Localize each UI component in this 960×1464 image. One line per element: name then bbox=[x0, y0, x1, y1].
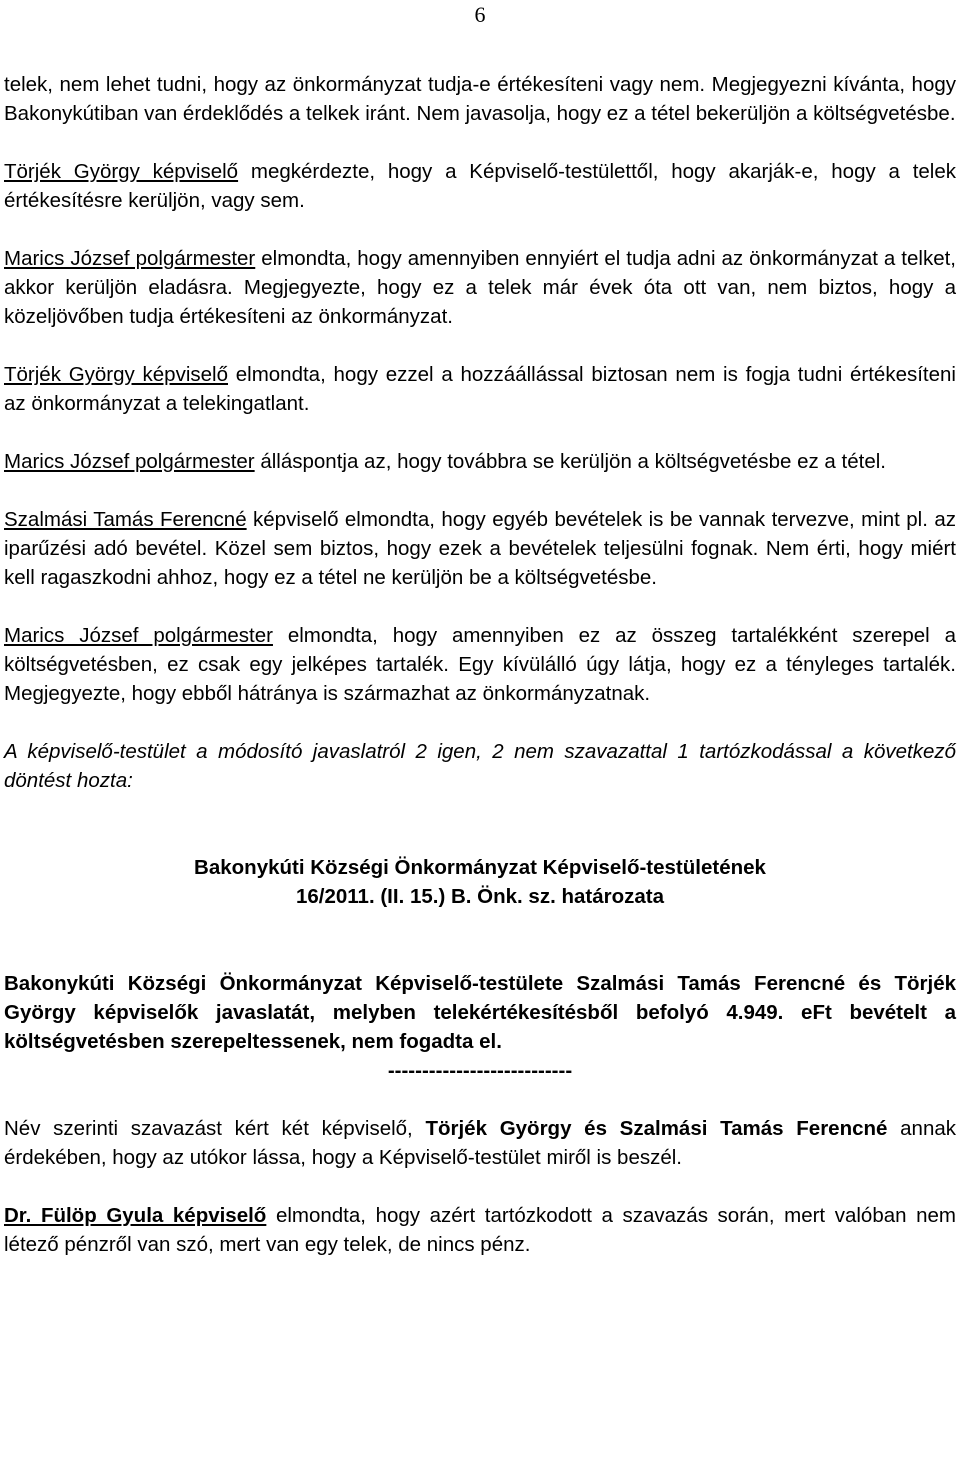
speaker-name: Marics József polgármester bbox=[4, 624, 273, 647]
paragraph-5 bbox=[4, 447, 956, 476]
separator-line: --------------------------- bbox=[387, 1059, 573, 1082]
paragraph-text: elmondta, hogy ezzel a hozzáállással biztosan nem is fogja tudni értékesíteni az önkormányzat a telekingatlant. bbox=[4, 363, 956, 415]
vote-statement: A képviselő-testület a módosító javaslatról 2 igen, 2 nem szavazattal 1 tartózkodással a következő döntést hozta: bbox=[4, 740, 956, 792]
paragraph-text: elmondta, hogy amennyiben ennyiért el tudja adni az önkormányzat a telket, akkor kerüljön eladásra. Megjegyezte, hogy ez a telek már évek óta ott van, nem biztos, hogy a közeljövőben tudja értékesíteni az önkormányzat. bbox=[4, 247, 957, 328]
document-body bbox=[4, 70, 956, 1259]
paragraph-6 bbox=[4, 505, 956, 592]
page-number: 6 bbox=[474, 2, 486, 27]
speaker-name: Törjék György képviselő bbox=[4, 363, 228, 386]
paragraph-4 bbox=[4, 360, 956, 418]
paragraph-text: Név szerinti szavazást kért két képviselő, bbox=[4, 1117, 426, 1140]
resolution-heading bbox=[4, 853, 956, 911]
paragraph-3 bbox=[4, 244, 956, 331]
speaker-name: Törjék György képviselő bbox=[4, 160, 239, 183]
paragraph-7 bbox=[4, 621, 956, 708]
speaker-name: Szalmási Tamás Ferencné bbox=[4, 508, 247, 531]
paragraph-9 bbox=[4, 1201, 956, 1259]
named-representatives: Törjék György és Szalmási Tamás Ferencné bbox=[425, 1117, 888, 1140]
paragraph-2 bbox=[4, 157, 956, 215]
resolution-heading-line2: 16/2011. (II. 15.) B. Önk. sz. határozata bbox=[295, 885, 665, 908]
resolution-heading-line1: Bakonykúti Községi Önkormányzat Képviselő-testületének bbox=[194, 856, 766, 879]
paragraph-text: képviselő elmondta, hogy egyéb bevételek is be vannak tervezve, mint pl. az iparűzési adó bevétel. Közel sem biztos, hogy ezek a bevételek teljesülni fognak. Nem érti, hogy miért kell ragaszkodni ahhoz, hogy ez a tétel ne kerüljön be a költségvetésbe. bbox=[4, 508, 956, 589]
paragraph-text: telek, nem lehet tudni, hogy az önkormányzat tudja-e értékesíteni vagy nem. Megjegyezni kívánta, hogy Bakonykútiban van érdeklődés a telkek iránt. Nem javasolja, hogy ez a tétel bekerüljön a költségvetésbe. bbox=[4, 73, 956, 125]
speaker-name: Marics József polgármester bbox=[4, 247, 256, 270]
paragraph-text: annak érdekében, hogy az utókor lássa, hogy a Képviselő-testület miről is beszél. bbox=[4, 1117, 956, 1169]
paragraph-text: elmondta, hogy amennyiben ez az összeg tartalékként szerepel a költségvetésben, ez csak egy jelképes tartalék. Egy kívülálló úgy látja, hogy ez a tényleges tartalék. Megjegyezte, hogy ebből hátránya is származhat az önkormányzatnak. bbox=[4, 624, 956, 705]
resolution-body: Bakonykúti Községi Önkormányzat Képviselő-testülete Szalmási Tamás Ferencné és Törjék György képviselők javaslatát, melyben telekértékesítésből befolyó 4.949. eFt bevételt a költségvetésben szerepeltessenek, nem fogadta el. bbox=[4, 972, 956, 1053]
paragraph-text: elmondta, hogy azért tartózkodott a szavazás során, mert valóban nem létező pénzről van szó, mert van egy telek, de nincs pénz. bbox=[4, 1204, 957, 1256]
paragraph-text: álláspontja az, hogy továbbra se kerüljön a költségvetésbe ez a tétel. bbox=[254, 450, 886, 473]
paragraph-text: megkérdezte, hogy a Képviselő-testülettől, hogy akarják-e, hogy a telek értékesítésre kerüljön, vagy sem. bbox=[4, 160, 956, 212]
paragraph-1 bbox=[4, 70, 956, 128]
speaker-name: Marics József polgármester bbox=[4, 450, 255, 473]
speaker-name: Dr. Fülöp Gyula képviselő bbox=[4, 1204, 267, 1227]
paragraph-8 bbox=[4, 1114, 956, 1172]
